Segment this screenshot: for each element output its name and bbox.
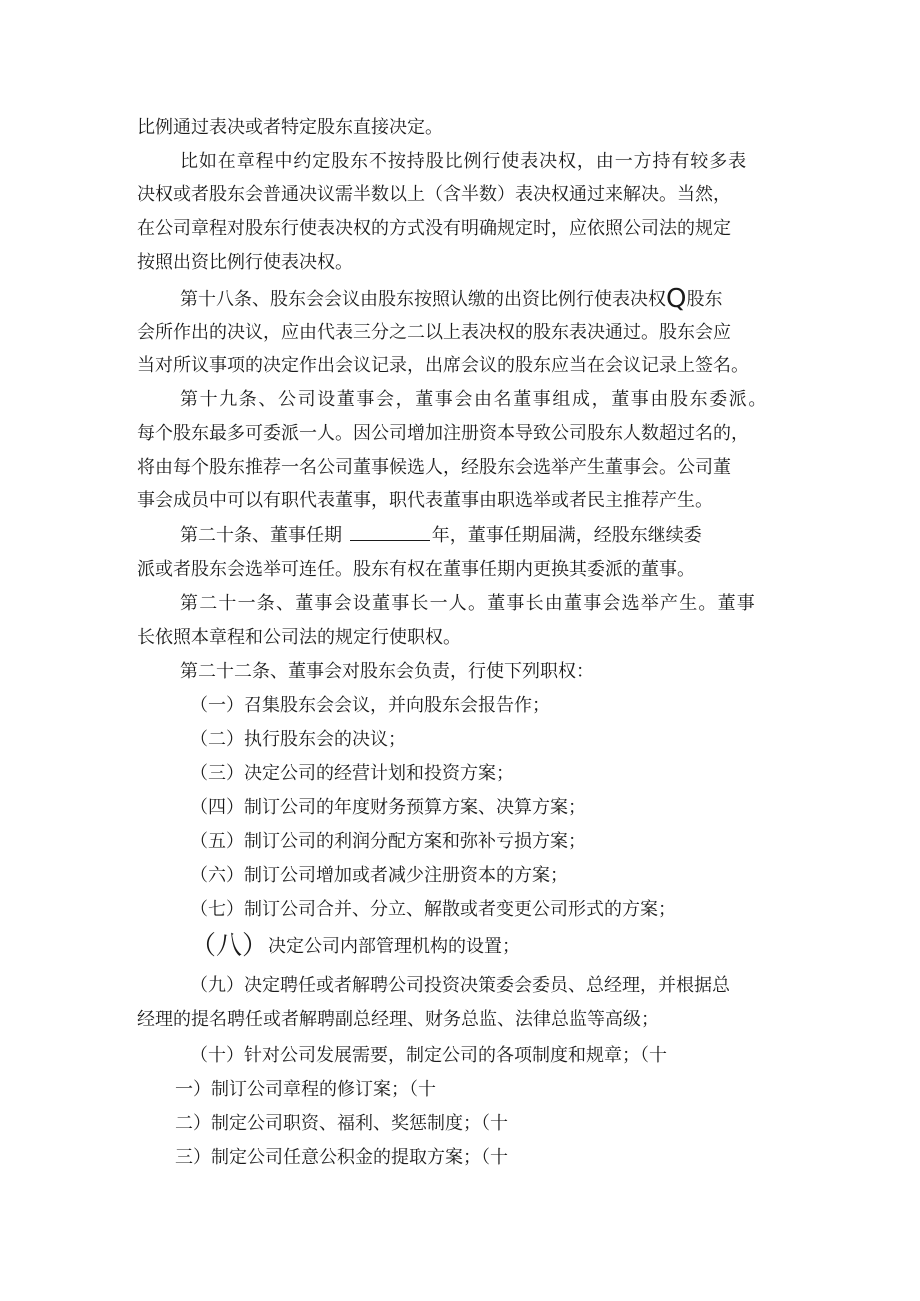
list-item: （二）执行股东会的决议； (190, 729, 406, 750)
article-20-text: 第二十条、董事任期 (180, 525, 342, 546)
list-item: （七）制订公司合并、分立、解散或者变更公司形式的方案； (190, 899, 676, 920)
text-line: 会所作出的决议，应由代表三分之二以上表决权的股东表决通过。股东会应 (137, 322, 731, 343)
list-item: 二）制定公司职资、福利、奖惩制度；（十 (175, 1113, 508, 1134)
list-item: （四）制订公司的年度财务预算方案、决算方案； (190, 797, 586, 818)
text-line: 在公司章程对股东行使表决权的方式没有明确规定时，应依照公司法的规定 (137, 218, 731, 239)
text-line: 决权或者股东会普通决议需半数以上（含半数）表决权通过来解决。当然， (137, 184, 731, 205)
list-item: （六）制订公司增加或者减少注册资本的方案； (190, 865, 568, 886)
text-line: 长依照本章程和公司法的规定行使职权。 (137, 627, 461, 648)
text-line (180, 524, 702, 548)
text-line: 每个股东最多可委派一人。因公司增加注册资本导致公司股东人数超过名的， (137, 423, 749, 444)
article-18-text-tail: 股东 (686, 289, 723, 310)
list-item (190, 931, 521, 961)
text-line: 第二十一条、董事会设董事长一人。董事长由董事会选举产生。董事 (180, 593, 756, 614)
text-line (180, 284, 723, 314)
term-blank (350, 526, 430, 541)
text-line: 按照出资比例行使表决权。 (137, 252, 353, 273)
article-20-text-tail: 年，董事任期届满，经股东继续委 (431, 525, 702, 546)
list-item: （三）决定公司的经营计划和投资方案； (190, 763, 514, 784)
text-line: 第十九条、公司设董事会，董事会由名董事组成，董事由股东委派。 (180, 389, 768, 410)
list-item: 一）制订公司章程的修订案；（十 (175, 1079, 436, 1100)
text-line: 经理的提名聘任或者解聘副总经理、财务总监、法律总监等高级； (137, 1009, 659, 1030)
list-item: （九）决定聘任或者解聘公司投资决策委会委员、总经理，并根据总 (190, 975, 730, 996)
text-line: 比如在章程中约定股东不按持股比例行使表决权，由一方持有较多表 (180, 151, 747, 172)
text-line: 事会成员中可以有职代表董事，职代表董事由职选举或者民主推荐产生。 (137, 490, 713, 511)
list-item: 三）制定公司任意公积金的提取方案；（十 (175, 1147, 508, 1168)
list-item: （十）针对公司发展需要，制定公司的各项制度和规章；（十 (190, 1045, 667, 1066)
list-marker-large: （八） (190, 931, 269, 961)
text-line: 派或者股东会选举可连任。股东有权在董事任期内更换其委派的董事。 (137, 559, 695, 580)
text-line: 第二十二条、董事会对股东会负责，行使下列职权： (180, 661, 594, 682)
list-item-text: 决定公司内部管理机构的设置； (268, 936, 521, 957)
list-item: （五）制订公司的利润分配方案和弥补亏损方案； (190, 831, 586, 852)
text-line: 将由每个股东推荐一名公司董事候选人，经股东会选举产生董事会。公司董 (137, 457, 731, 478)
list-item: （一）召集股东会会议，并向股东会报告作； (190, 695, 550, 716)
article-18-text: 第十八条、股东会会议由股东按照认缴的出资比例行使表决权 (180, 289, 666, 310)
text-line: 比例通过表决或者特定股东直接决定。 (137, 117, 443, 138)
text-line: 当对所议事项的决定作出会议记录，出席会议的股东应当在会议记录上签名。 (137, 355, 749, 376)
stray-glyph: Q (666, 284, 687, 314)
